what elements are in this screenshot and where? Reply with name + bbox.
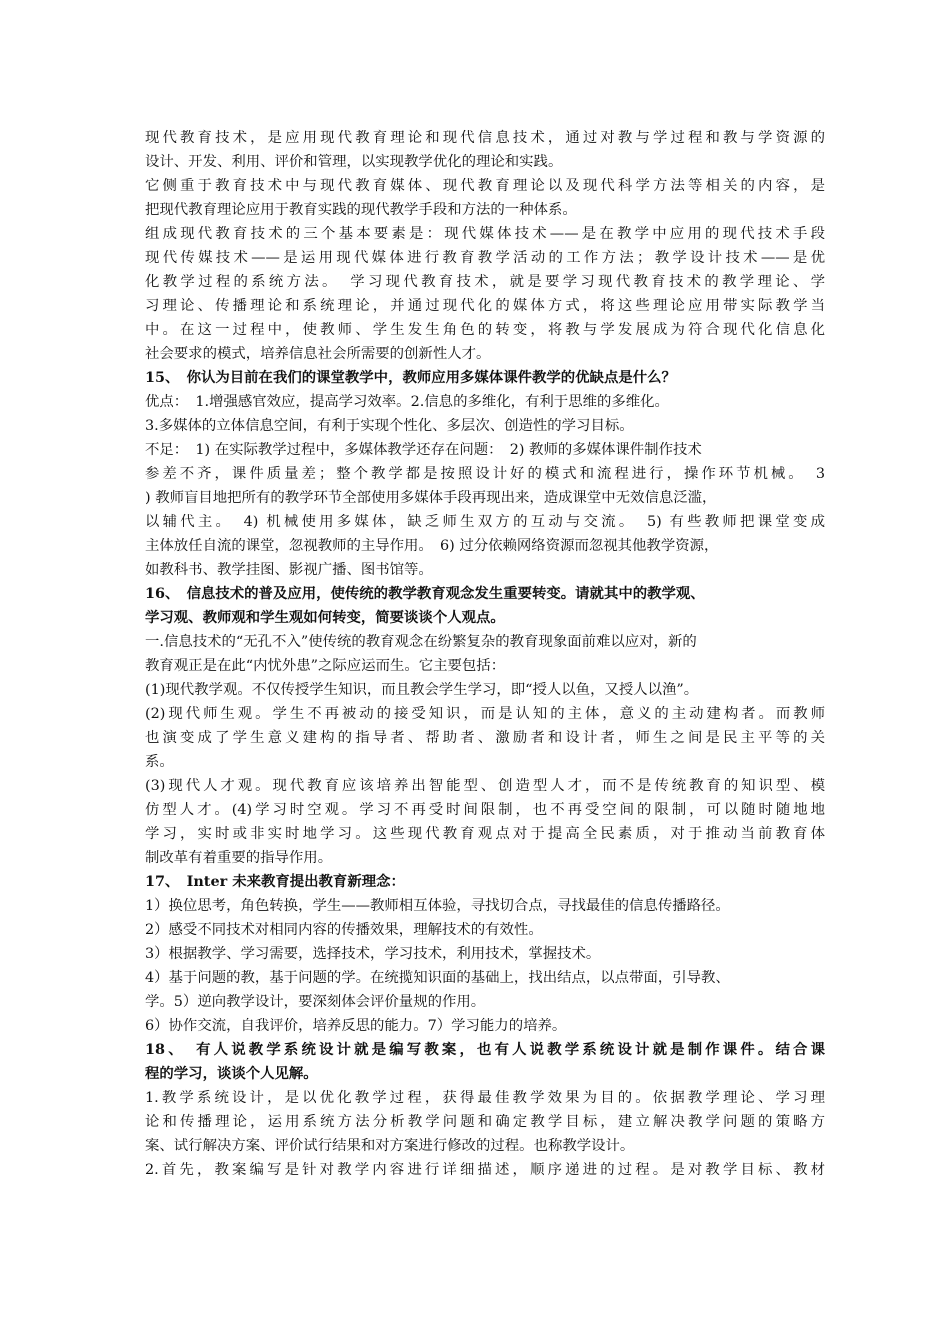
body-text-line: 4）基于问题的教，基于问题的学。在统揽知识面的基础上，找出结点，以点带面，引导教、 bbox=[145, 970, 730, 986]
body-text-line: 社会要求的模式，培养信息社会所需要的创新性人才。 bbox=[145, 346, 491, 362]
body-text-line: 不足： 1) 在实际教学过程中，多媒体教学还存在问题： 2) 教师的多媒体课件制作技术 bbox=[145, 442, 702, 458]
body-text-line: 把现代教育理论应用于教育实践的现代教学手段和方法的一种体系。 bbox=[145, 202, 577, 218]
body-text-line: 6）协作交流，自我评价，培养反思的能力。7）学习能力的培养。 bbox=[145, 1018, 567, 1034]
body-text-line: 1）换位思考，角色转换，学生——教师相互体验，寻找切合点，寻找最佳的信息传播路径。 bbox=[145, 898, 730, 914]
body-text-line: (3)现代人才观。现代教育应该培养出智能型、创造型人才，而不是传统教育的知识型、模 bbox=[145, 778, 825, 794]
body-text-line: (2)现代师生观。学生不再被动的接受知识，而是认知的主体，意义的主动建构者。而教师 bbox=[145, 706, 825, 722]
body-text-line: ) 教师盲目地把所有的教学环节全部使用多媒体手段再现出来，造成课堂中无效信息泛滥， bbox=[145, 490, 717, 506]
body-text-line: 设计、开发、利用、评价和管理，以实现教学优化的理论和实践。 bbox=[145, 154, 563, 170]
body-text-line: 现代教育技术，是应用现代教育理论和现代信息技术，通过对教与学过程和教与学资源的 bbox=[145, 130, 825, 146]
body-text-line: 2）感受不同技术对相同内容的传播效果，理解技术的有效性。 bbox=[145, 922, 543, 938]
body-text-line: 教育观正是在此“内忧外患”之际应运而生。它主要包括： bbox=[145, 658, 506, 674]
question-heading-line: 15、 你认为目前在我们的课堂教学中，教师应用多媒体课件教学的优缺点是什么？ bbox=[145, 369, 676, 386]
body-text-line: 优点： 1.增强感官效应，提高学习效率。2.信息的多维化，有利于思维的多维化。 bbox=[145, 394, 669, 410]
body-text-line: 案、试行解决方案、评价试行结果和对方案进行修改的过程。也称教学设计。 bbox=[145, 1138, 635, 1154]
question-heading-line: 17、 Inter 未来教育提出教育新理念： bbox=[145, 873, 405, 890]
body-text-line: 一.信息技术的“无孔不入”使传统的教育观念在纷繁复杂的教育现象面前难以应对，新的 bbox=[145, 634, 697, 650]
body-text-line: 中。在这一过程中，使教师、学生发生角色的转变，将教与学发展成为符合现代化信息化 bbox=[145, 322, 825, 338]
body-text-line: (1)现代教学观。不仅传授学生知识，而且教会学生学习，即“授人以鱼，又授人以渔”。 bbox=[145, 682, 699, 698]
body-text-line: 参差不齐，课件质量差；整个教学都是按照设计好的模式和流程进行，操作环节机械。 3 bbox=[145, 466, 825, 482]
body-text-line: 以辅代主。 4) 机械使用多媒体，缺乏师生双方的互动与交流。 5) 有些教师把课堂变成 bbox=[145, 514, 825, 530]
body-text-line: 2.首先，教案编写是针对教学内容进行详细描述，顺序递进的过程。是对教学目标、教材 bbox=[145, 1162, 825, 1178]
body-text-line: 系。 bbox=[145, 754, 174, 770]
body-text-line: 化教学过程的系统方法。 学习现代教育技术，就是要学习现代教育技术的教学理论、学 bbox=[145, 274, 825, 290]
body-text-line: 如教科书、教学挂图、影视广播、图书馆等。 bbox=[145, 562, 433, 578]
body-text-line: 学。5）逆向教学设计，要深刻体会评价量规的作用。 bbox=[145, 994, 486, 1010]
body-text-line: 也演变成了学生意义建构的指导者、帮助者、激励者和设计者，师生之间是民主平等的关 bbox=[145, 730, 825, 746]
question-heading-line: 学习观、教师观和学生观如何转变，简要谈谈个人观点。 bbox=[145, 609, 505, 626]
body-text-line: 现代传媒技术——是运用现代媒体进行教育教学活动的工作方法；教学设计技术——是优 bbox=[145, 250, 825, 266]
question-heading-line: 程的学习，谈谈个人见解。 bbox=[145, 1065, 318, 1082]
body-text-line: 主体放任自流的课堂，忽视教师的主导作用。 6) 过分依赖网络资源而忽视其他教学资源， bbox=[145, 538, 719, 554]
body-text-line: 3）根据教学、学习需要，选择技术，学习技术，利用技术，掌握技术。 bbox=[145, 946, 601, 962]
body-text-line: 学习，实时或非实时地学习。这些现代教育观点对于提高全民素质，对于推动当前教育体 bbox=[145, 826, 825, 842]
body-text-line: 它侧重于教育技术中与现代教育媒体、现代教育理论以及现代科学方法等相关的内容，是 bbox=[145, 178, 825, 194]
body-text-line: 组成现代教育技术的三个基本要素是：现代媒体技术——是在教学中应用的现代技术手段 bbox=[145, 226, 825, 242]
body-text-line: 习理论、传播理论和系统理论，并通过现代化的媒体方式，将这些理论应用带实际教学当 bbox=[145, 298, 825, 314]
body-text-line: 1.教学系统设计，是以优化教学过程，获得最佳教学效果为目的。依据教学理论、学习理 bbox=[145, 1090, 825, 1106]
body-text-line: 仿型人才。(4)学习时空观。学习不再受时间限制，也不再受空间的限制，可以随时随地地 bbox=[145, 802, 825, 818]
body-text-line: 制改革有着重要的指导作用。 bbox=[145, 850, 333, 866]
body-text-line: 3.多媒体的立体信息空间，有利于实现个性化、多层次、创造性的学习目标。 bbox=[145, 418, 634, 434]
body-text-line: 论和传播理论，运用系统方法分析教学问题和确定教学目标，建立解决教学问题的策略方 bbox=[145, 1114, 825, 1130]
question-heading-line: 16、 信息技术的普及应用，使传统的教学教育观念发生重要转变。请就其中的教学观、 bbox=[145, 585, 705, 602]
document-page bbox=[145, 126, 825, 1182]
question-heading-line: 18、 有人说教学系统设计就是编写教案，也有人说教学系统设计就是制作课件。结合课 bbox=[145, 1041, 825, 1058]
